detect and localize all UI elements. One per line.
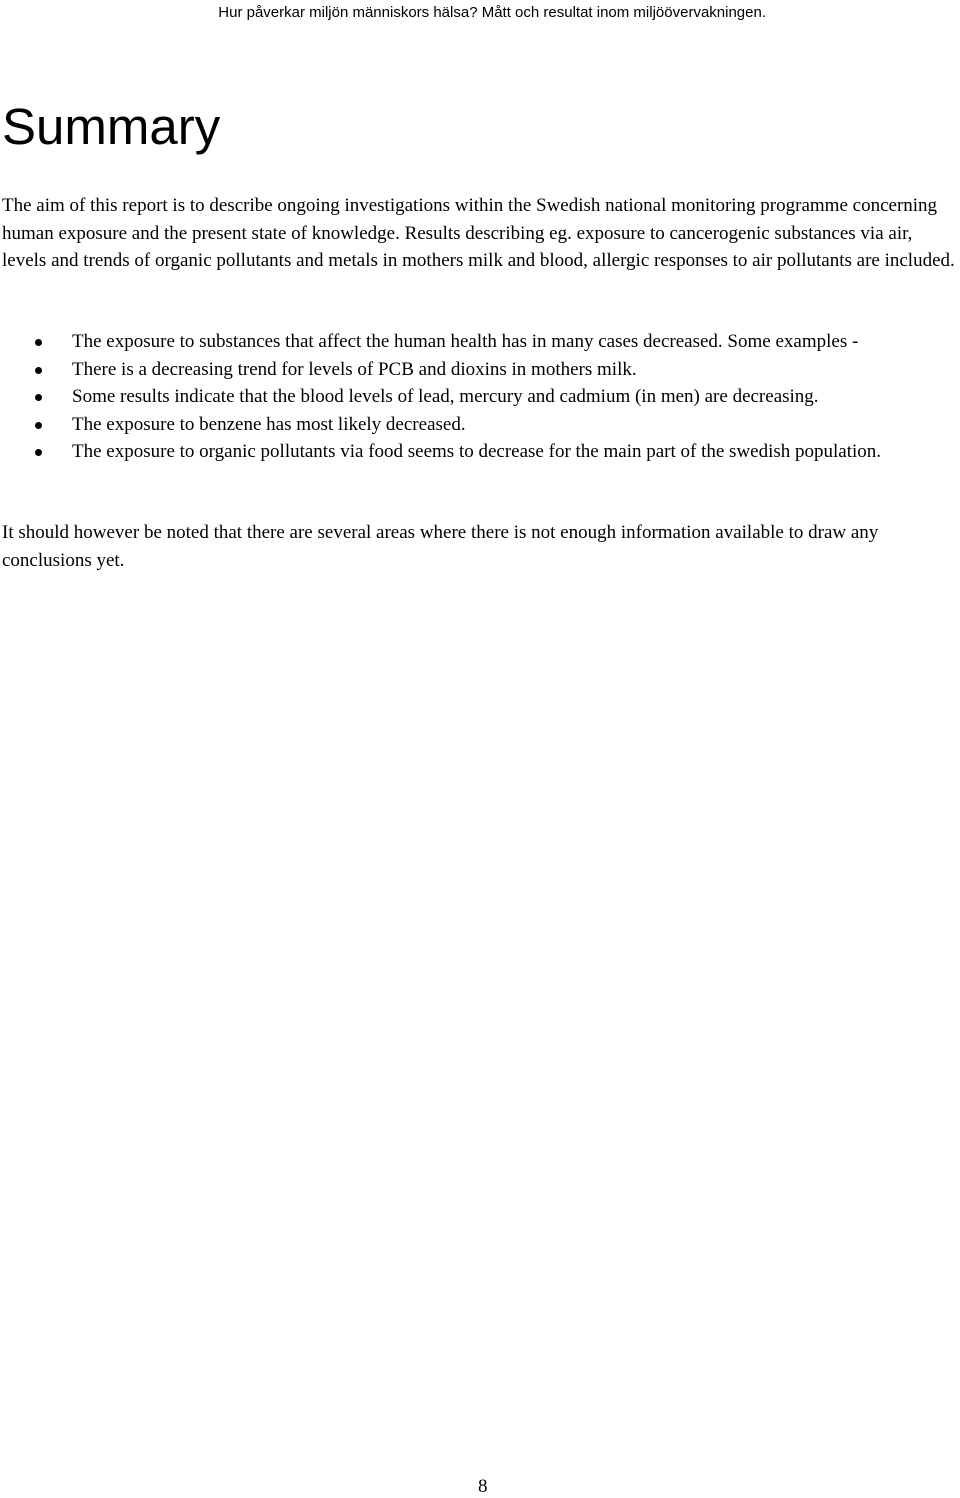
list-item <box>2 383 958 411</box>
page-number: 8 <box>478 1476 488 1497</box>
findings-list <box>2 328 958 466</box>
bullet-icon <box>35 367 42 374</box>
list-item <box>2 411 958 439</box>
list-item <box>2 328 958 356</box>
bullet-icon <box>35 394 42 401</box>
list-item <box>2 438 958 466</box>
bullet-icon <box>35 422 42 429</box>
list-item-text: The exposure to benzene has most likely decreased. <box>72 413 466 435</box>
caveat-paragraph: It should however be noted that there are several areas where there is not enough information available to draw any conclusions yet. <box>2 522 879 571</box>
running-header: Hur påverkar miljön människors hälsa? Mått och resultat inom miljöövervakningen. <box>218 4 766 21</box>
intro-paragraph: The aim of this report is to describe ongoing investigations within the Swedish national monitoring programme concerning human exposure and the present state of knowledge. Results describing eg. exposure to cancerogenic substances via air, levels and trends of organic pollutants and metals in mothers milk and blood, allergic responses to air pollutants are included. <box>2 195 955 271</box>
list-item-text: There is a decreasing trend for levels of PCB and dioxins in mothers milk. <box>72 358 637 380</box>
list-item-text: The exposure to organic pollutants via food seems to decrease for the main part of the swedish population. <box>72 441 882 462</box>
list-item-text: The exposure to substances that affect the human health has in many cases decreased. Some examples - <box>72 331 859 352</box>
bullet-icon <box>35 339 42 346</box>
page-title: Summary <box>2 98 221 155</box>
list-item <box>2 356 958 384</box>
list-item-text: Some results indicate that the blood levels of lead, mercury and cadmium (in men) are decreasing. <box>72 386 819 407</box>
bullet-icon <box>35 449 42 456</box>
